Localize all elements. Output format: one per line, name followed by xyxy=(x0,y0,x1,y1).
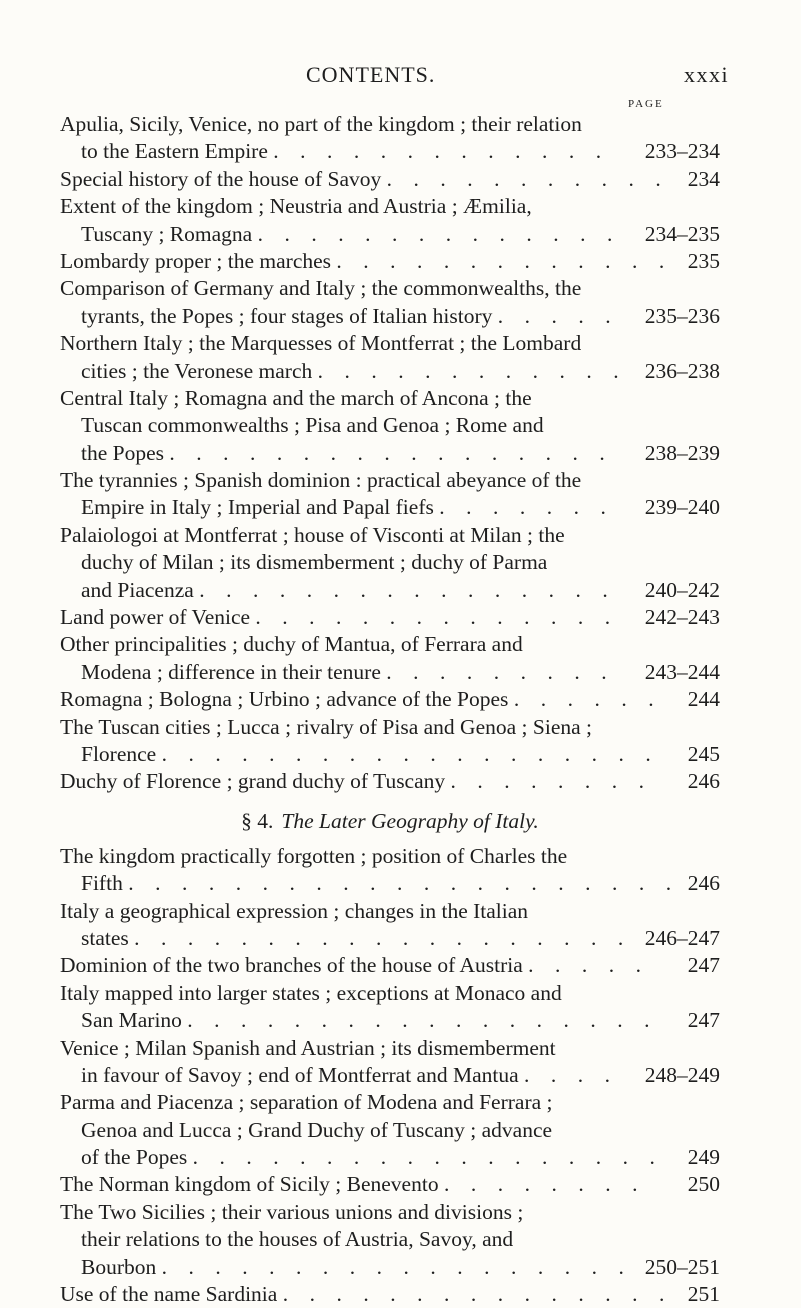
dot-leader: . . . . . . . . . . . . . . . . . . . . . xyxy=(122,871,672,896)
toc-entry-line xyxy=(60,604,720,631)
toc-page-number: 248–249 xyxy=(644,1062,720,1087)
toc-entry xyxy=(60,248,720,275)
toc-group-a xyxy=(60,111,720,796)
toc-entry-text: Comparison of Germany and Italy ; the commonwealths, the xyxy=(60,276,582,301)
toc-page-number: 239–240 xyxy=(644,495,720,520)
toc-page-number: 249 xyxy=(687,1145,720,1170)
toc-entry-text: The Two Sicilies ; their various unions and divisions ; xyxy=(60,1199,524,1224)
toc-entry-text: Special history of the house of Savoy xyxy=(60,166,382,191)
toc-entry-line xyxy=(60,440,720,467)
toc-entry-line xyxy=(60,980,720,1007)
dot-leader: . . . . . . . . . . . . xyxy=(312,358,619,383)
toc-entry-text: their relations to the houses of Austria, Savoy, and xyxy=(81,1227,514,1252)
toc-entry-line xyxy=(60,714,720,741)
toc-entry-line xyxy=(60,1281,720,1308)
toc-entry-line xyxy=(60,522,720,549)
toc-entry-text: Italy mapped into larger states ; exceptions at Monaco and xyxy=(60,980,562,1005)
page-column-label: PAGE xyxy=(628,98,664,110)
toc-entry xyxy=(60,1281,720,1308)
toc-entry-text: San Marino xyxy=(81,1008,182,1033)
toc-entry-text: Fifth xyxy=(81,871,123,896)
toc-entry-text: Genoa and Lucca ; Grand Duchy of Tuscany ; advance xyxy=(81,1117,553,1142)
toc-entry-line xyxy=(60,1117,720,1144)
toc-entry-line xyxy=(60,925,720,952)
dot-leader: . . . . . xyxy=(522,953,642,978)
running-head xyxy=(0,62,801,92)
toc-page-number: 243–244 xyxy=(644,659,720,684)
dot-leader: . . . . . . . . . . . xyxy=(381,166,661,191)
toc-entry-line xyxy=(60,577,720,604)
toc-page-number: 247 xyxy=(687,1008,720,1033)
toc-entry-text: cities ; the Veronese march xyxy=(81,358,313,383)
toc-entry-text: Venice ; Milan Spanish and Austrian ; its dismemberment xyxy=(60,1035,556,1060)
toc-entry-text: The kingdom practically forgotten ; position of Charles the xyxy=(60,843,568,868)
toc-entry-line xyxy=(60,166,720,193)
toc-entry-text: in favour of Savoy ; end of Montferrat and Mantua xyxy=(81,1062,519,1087)
toc-entry-text: Other principalities ; duchy of Mantua, of Ferrara and xyxy=(60,632,523,657)
toc-entry-line xyxy=(60,1035,720,1062)
toc-page-number: 250 xyxy=(687,1172,720,1197)
toc-entry-line xyxy=(60,494,720,521)
toc-page-number: 233–234 xyxy=(644,139,720,164)
toc-entry-text: The Norman kingdom of Sicily ; Benevento xyxy=(60,1172,439,1197)
toc-page-number: 247 xyxy=(687,953,720,978)
dot-leader: . . . . . . . . . . . . . xyxy=(267,139,602,164)
toc-entry-line xyxy=(60,768,720,795)
toc-page-number: 246–247 xyxy=(644,925,720,950)
toc-entry xyxy=(60,686,720,713)
toc-entry xyxy=(60,1089,720,1171)
toc-entry-text: the Popes xyxy=(81,440,165,465)
toc-entry-line xyxy=(60,193,720,220)
section-symbol: § 4. xyxy=(241,808,274,833)
toc-entry-text: Use of the name Sardinia xyxy=(60,1282,278,1307)
toc-entry xyxy=(60,330,720,385)
toc-entry-line xyxy=(60,1062,720,1089)
toc-entry-line xyxy=(60,741,720,768)
toc-entry-text: Extent of the kingdom ; Neustria and Austria ; Æmilia, xyxy=(60,194,532,219)
toc-entry-line xyxy=(60,1007,720,1034)
toc-entry xyxy=(60,631,720,686)
running-head-title: CONTENTS. xyxy=(306,62,436,87)
toc-entry-text: and Piacenza xyxy=(81,577,194,602)
dot-leader: . . . . . . . . . . . . . . . . . . xyxy=(187,1145,655,1170)
toc-entry-line xyxy=(60,1171,720,1198)
toc-entry-line xyxy=(60,1089,720,1116)
toc-entry-text: Land power of Venice xyxy=(60,605,251,630)
toc-entry-text: duchy of Milan ; its dismemberment ; duchy of Parma xyxy=(81,550,548,575)
toc-page-number: 240–242 xyxy=(644,577,720,602)
dot-leader: . . . . . . . . . . . . . . xyxy=(252,221,613,246)
toc-entry-text: Tuscan commonwealths ; Pisa and Genoa ; Rome and xyxy=(81,413,544,438)
dot-leader: . . . . . . . . . . . . . . . . . xyxy=(164,440,605,465)
table-of-contents xyxy=(60,111,720,1308)
toc-page-number: 234 xyxy=(687,166,720,191)
toc-entry xyxy=(60,1199,720,1281)
toc-entry xyxy=(60,952,720,979)
toc-entry-line xyxy=(60,870,720,897)
toc-entry-line xyxy=(60,631,720,658)
toc-entry xyxy=(60,467,720,522)
toc-entry-text: Bourbon xyxy=(81,1254,157,1279)
toc-page-number: 235 xyxy=(687,248,720,273)
toc-entry-text: Central Italy ; Romagna and the march of Ancona ; the xyxy=(60,385,532,410)
toc-entry-line xyxy=(60,1254,720,1281)
toc-entry-text: tyrants, the Popes ; four stages of Italian history xyxy=(81,303,493,328)
toc-entry xyxy=(60,166,720,193)
toc-entry xyxy=(60,768,720,795)
dot-leader: . . . . . . . . . . . . . . . . . . . xyxy=(128,925,624,950)
dot-leader: . . . . . . . . . . . . . . . . . . xyxy=(181,1008,650,1033)
toc-entry xyxy=(60,1171,720,1198)
toc-entry-line xyxy=(60,221,720,248)
dot-leader: . . . . . . . . . . . . . . . xyxy=(277,1282,665,1307)
toc-page-number: 242–243 xyxy=(644,605,720,630)
toc-entry-line xyxy=(60,659,720,686)
toc-entry xyxy=(60,898,720,953)
dot-leader: . . . . . . . . . . . . . . . . . . . xyxy=(156,741,651,766)
toc-group-b xyxy=(60,843,720,1308)
dot-leader: . . . . . . . . xyxy=(438,1172,638,1197)
toc-entry-text: Tuscany ; Romagna xyxy=(81,221,253,246)
toc-entry-line xyxy=(60,1144,720,1171)
toc-entry-text: Italy a geographical expression ; changes in the Italian xyxy=(60,898,529,923)
toc-page-number: 246 xyxy=(687,769,720,794)
toc-page-number: 236–238 xyxy=(644,358,720,383)
toc-entry xyxy=(60,193,720,248)
dot-leader: . . . . . . . . . . . . . . xyxy=(250,605,611,630)
toc-entry-text: Romagna ; Bologna ; Urbino ; advance of the Popes xyxy=(60,687,509,712)
toc-entry-line xyxy=(60,467,720,494)
toc-page-number: 246 xyxy=(687,871,720,896)
toc-page-number: 244 xyxy=(687,687,720,712)
toc-entry-line xyxy=(60,303,720,330)
toc-entry-text: to the Eastern Empire xyxy=(81,139,268,164)
dot-leader: . . . . . . . xyxy=(433,495,606,520)
toc-entry xyxy=(60,843,720,898)
toc-entry-text: Empire in Italy ; Imperial and Papal fiefs xyxy=(81,495,434,520)
toc-entry-line xyxy=(60,138,720,165)
toc-entry-text: The tyrannies ; Spanish dominion : practical abeyance of the xyxy=(60,468,582,493)
toc-page-number: 250–251 xyxy=(644,1254,720,1279)
toc-entry xyxy=(60,714,720,769)
toc-entry-text: Florence xyxy=(81,741,157,766)
dot-leader: . . . . . . . . . . . . . . . . . . xyxy=(156,1254,624,1279)
section-heading xyxy=(60,803,720,839)
toc-entry-text: Palaiologoi at Montferrat ; house of Visconti at Milan ; the xyxy=(60,522,565,547)
dot-leader: . . . . . . . . . . . . . xyxy=(331,248,665,273)
toc-entry-line xyxy=(60,1199,720,1226)
toc-entry-line xyxy=(60,412,720,439)
toc-entry-line xyxy=(60,843,720,870)
toc-entry xyxy=(60,1035,720,1090)
dot-leader: . . . . . xyxy=(492,303,611,328)
dot-leader: . . . . xyxy=(518,1062,611,1087)
toc-entry-line xyxy=(60,275,720,302)
toc-entry-text: Northern Italy ; the Marquesses of Montferrat ; the Lombard xyxy=(60,331,582,356)
dot-leader: . . . . . . . . xyxy=(445,769,645,794)
toc-entry-text: Modena ; difference in their tenure xyxy=(81,659,381,684)
dot-leader: . . . . . . . . . . . . . . . . xyxy=(193,577,608,602)
toc-entry-line xyxy=(60,1226,720,1253)
toc-entry-line xyxy=(60,898,720,925)
toc-entry-text: of the Popes xyxy=(81,1145,188,1170)
toc-entry-text: The Tuscan cities ; Lucca ; rivalry of Pisa and Genoa ; Siena ; xyxy=(60,714,592,739)
dot-leader: . . . . . . . . . xyxy=(380,659,607,684)
toc-page-number: 238–239 xyxy=(644,440,720,465)
toc-page-number: 235–236 xyxy=(644,303,720,328)
dot-leader: . . . . . . xyxy=(508,687,654,712)
toc-entry xyxy=(60,522,720,604)
toc-entry xyxy=(60,604,720,631)
toc-entry-line xyxy=(60,358,720,385)
toc-entry-line xyxy=(60,248,720,275)
toc-page-number: 234–235 xyxy=(644,221,720,246)
toc-entry xyxy=(60,275,720,330)
toc-entry-line xyxy=(60,952,720,979)
toc-page-number: 251 xyxy=(687,1282,720,1307)
toc-entry-line xyxy=(60,385,720,412)
toc-entry-text: states xyxy=(81,925,129,950)
toc-entry-line xyxy=(60,111,720,138)
toc-entry-text: Parma and Piacenza ; separation of Modena and Ferrara ; xyxy=(60,1090,553,1115)
toc-entry xyxy=(60,111,720,166)
toc-entry-text: Dominion of the two branches of the house of Austria xyxy=(60,953,523,978)
toc-entry xyxy=(60,980,720,1035)
toc-entry xyxy=(60,385,720,467)
section-title: The Later Geography of Italy. xyxy=(281,808,539,833)
toc-page-number: 245 xyxy=(687,741,720,766)
toc-entry-line xyxy=(60,686,720,713)
toc-entry-text: Apulia, Sicily, Venice, no part of the kingdom ; their relation xyxy=(60,112,582,136)
toc-entry-text: Lombardy proper ; the marches xyxy=(60,248,332,273)
page-folio: xxxi xyxy=(684,62,730,87)
toc-entry-text: Duchy of Florence ; grand duchy of Tuscany xyxy=(60,769,446,794)
toc-entry-line xyxy=(60,330,720,357)
toc-entry-line xyxy=(60,549,720,576)
